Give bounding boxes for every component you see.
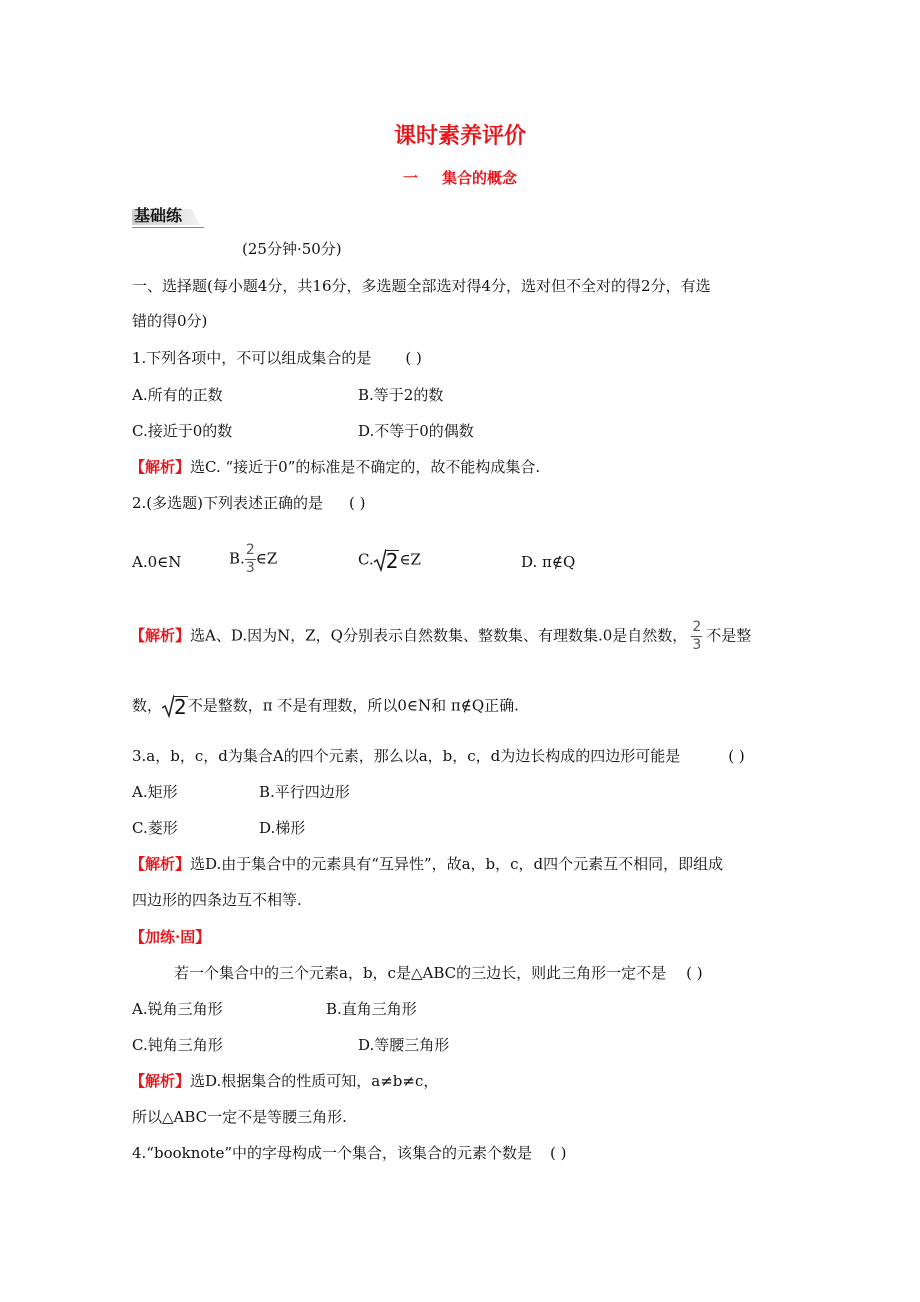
question-1-text: 1.下列各项中，不可以组成集合的是 bbox=[132, 349, 372, 367]
question-3-option-b: B.平行四边形 bbox=[259, 783, 350, 801]
question-3-option-a: A.矩形 bbox=[132, 783, 178, 801]
question-3-option-c: C.菱形 bbox=[132, 819, 178, 837]
option-b-label: B. bbox=[229, 549, 245, 568]
question-2-stem bbox=[132, 496, 366, 511]
solution-text-cont: 不是整 bbox=[706, 626, 752, 645]
radicand: 2 bbox=[174, 695, 187, 719]
extra-option-d: D.等腰三角形 bbox=[358, 1036, 450, 1054]
question-2-option-a: A.0∈N bbox=[132, 553, 182, 571]
option-c-suffix: ∈Z bbox=[399, 550, 421, 569]
radicand: 2 bbox=[385, 549, 399, 573]
question-2-text: 2.(多选题)下列表述正确的是 bbox=[132, 494, 324, 512]
solution-text: 选A、D.因为N，Z，Q分别表示自然数集、整数集、有理数集.0是自然数， bbox=[190, 626, 688, 645]
question-4-stem bbox=[132, 1146, 566, 1161]
fraction-denominator: 3 bbox=[245, 559, 255, 576]
time-score-info: (25分钟·50分) bbox=[242, 240, 342, 258]
question-3-option-d: D.梯形 bbox=[259, 819, 306, 837]
fraction-two-thirds bbox=[245, 543, 256, 575]
extra-question-text: 若一个集合中的三个元素a，b，c是△ABC的三边长，则此三角形一定不是 bbox=[174, 964, 667, 982]
solution-text-cont: 不是整数，π 不是有理数，所以0∈N和 π∉Q正确. bbox=[187, 696, 519, 715]
solution-label: 【解析】 bbox=[130, 1072, 191, 1090]
question-2-option-d: D. π∉Q bbox=[521, 553, 576, 571]
answer-bracket: ( ) bbox=[728, 747, 745, 765]
answer-bracket: ( ) bbox=[349, 494, 366, 512]
question-4-text: 4.“booknote”中的字母构成一个集合，该集合的元素个数是 bbox=[132, 1144, 532, 1162]
instructions-line-2: 错的得0分) bbox=[132, 312, 208, 330]
extra-option-a: A.锐角三角形 bbox=[132, 1000, 223, 1018]
option-b-suffix: ∈Z bbox=[255, 549, 278, 568]
extra-practice-label: 【加练·固】 bbox=[130, 928, 211, 946]
question-1-option-c: C.接近于0的数 bbox=[132, 422, 233, 440]
solution-label: 【解析】 bbox=[130, 855, 191, 873]
question-2-option-b bbox=[229, 543, 277, 575]
fraction-denominator: 3 bbox=[692, 636, 702, 653]
answer-bracket: ( ) bbox=[550, 1144, 567, 1162]
question-2-solution-line-1 bbox=[130, 620, 751, 652]
fraction-numerator: 2 bbox=[692, 619, 702, 635]
solution-text: 选D.根据集合的性质可知，a≠b≠c， bbox=[190, 1072, 439, 1090]
badge-label: 基础练 bbox=[134, 206, 183, 225]
question-1-option-d: D.不等于0的偶数 bbox=[358, 422, 474, 440]
extra-question-stem bbox=[174, 966, 703, 981]
instructions-line-1: 一、选择题(每小题4分，共16分，多选题全部选对得4分，选对但不全对的得2分，有选 bbox=[132, 277, 711, 295]
section-badge bbox=[132, 206, 204, 228]
page-title: 课时素养评价 bbox=[393, 123, 526, 149]
solution-label: 【解析】 bbox=[130, 458, 191, 476]
fraction-numerator: 2 bbox=[245, 542, 255, 558]
extra-solution-line-1 bbox=[130, 1074, 438, 1089]
extra-solution-line-2: 所以△ABC一定不是等腰三角形. bbox=[132, 1108, 347, 1126]
question-3-solution-line-1 bbox=[130, 857, 723, 872]
question-1-solution bbox=[130, 460, 540, 475]
question-3-solution-line-2: 四边形的四条边互不相等. bbox=[132, 891, 302, 909]
solution-text: 数， bbox=[132, 696, 163, 715]
question-3-text: 3.a，b，c，d为集合A的四个元素，那么以a，b，c，d为边长构成的四边形可能是 bbox=[132, 747, 681, 765]
question-3-stem bbox=[132, 749, 745, 764]
fraction-two-thirds bbox=[691, 620, 702, 652]
lesson-number: 一 bbox=[402, 169, 418, 187]
extra-option-c: C.钝角三角形 bbox=[132, 1036, 223, 1054]
square-root-two bbox=[162, 694, 188, 718]
answer-bracket: ( ) bbox=[686, 964, 703, 982]
question-2-solution-line-2 bbox=[132, 694, 519, 718]
lesson-subtitle bbox=[0, 171, 920, 186]
solution-text: 选C. “接近于0”的标准是不确定的，故不能构成集合. bbox=[190, 458, 541, 476]
answer-bracket: ( ) bbox=[405, 349, 422, 367]
lesson-name: 集合的概念 bbox=[442, 169, 518, 187]
question-1-option-a: A.所有的正数 bbox=[132, 386, 223, 404]
question-2-option-c bbox=[358, 548, 421, 572]
solution-text: 选D.由于集合中的元素具有“互异性”，故a，b，c，d四个元素互不相同，即组成 bbox=[190, 855, 724, 873]
question-1-stem bbox=[132, 351, 422, 366]
badge-underline bbox=[132, 227, 204, 228]
extra-option-b: B.直角三角形 bbox=[326, 1000, 417, 1018]
square-root-two bbox=[374, 548, 400, 572]
question-1-option-b: B.等于2的数 bbox=[358, 386, 444, 404]
option-c-label: C. bbox=[358, 550, 374, 569]
solution-label: 【解析】 bbox=[130, 626, 191, 645]
